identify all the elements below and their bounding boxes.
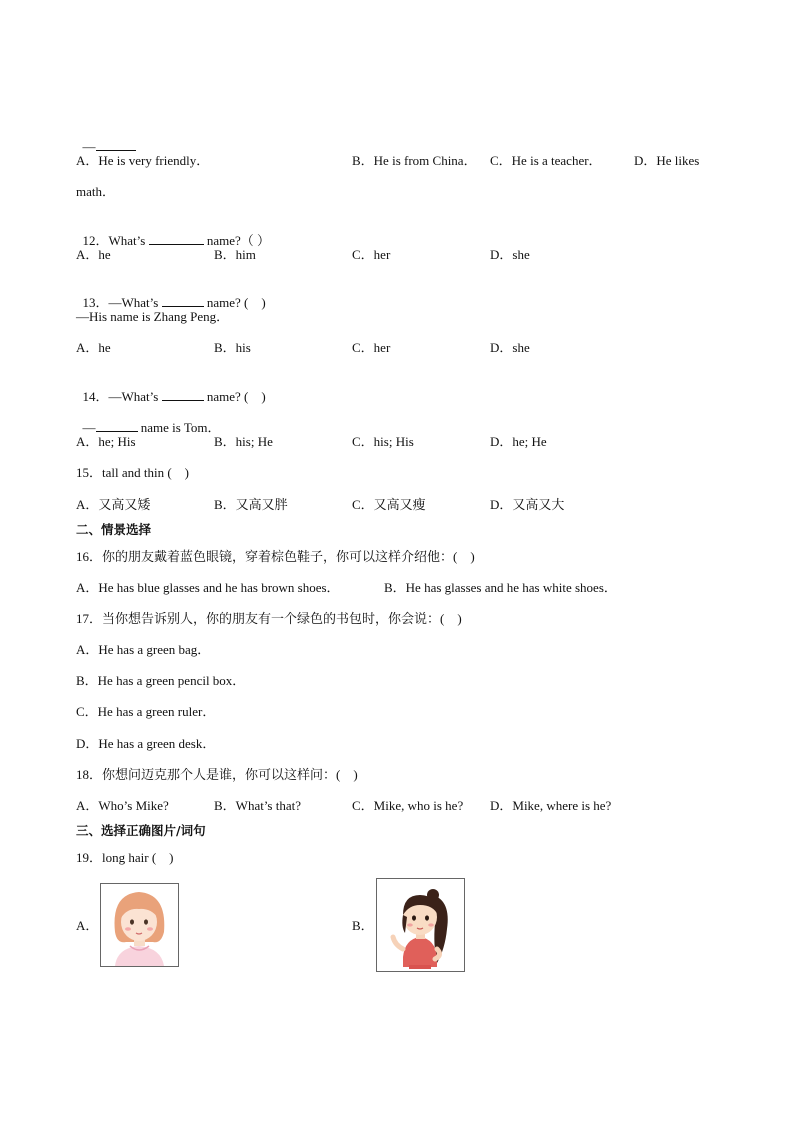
q12-option-d: D．she [490, 247, 530, 262]
q17-option-c: C．He has a green ruler． [76, 704, 216, 719]
q13-option-d: D．she [490, 340, 530, 355]
q12-option-a: A．he [76, 247, 111, 262]
answer-blank [96, 138, 136, 151]
q15-question: 15．tall and thin ( ) [76, 465, 190, 480]
q14-text-post: name? ( ) [206, 389, 266, 404]
long-hair-girl-illustration [377, 879, 464, 971]
answer-blank [149, 232, 204, 245]
q13-option-c: C．her [352, 340, 391, 355]
q15-option-d: D．又高又大 [490, 497, 565, 512]
q14-question [76, 372, 266, 405]
q13-text-pre: 13．—What’s [82, 295, 159, 310]
q17-option-d: D．He has a green desk． [76, 736, 216, 751]
q11-option-b: B．He is from China． [352, 153, 477, 168]
q12-question [76, 216, 270, 249]
q12-option-c: C．her [352, 247, 391, 262]
q13-question [76, 278, 266, 311]
q12-text-pre: 12．What’s [82, 233, 146, 248]
q15-option-a: A．又高又矮 [76, 497, 151, 512]
q11-option-d: D．He likes [634, 153, 700, 168]
q12-option-b: B．him [214, 247, 256, 262]
q18-option-a: A．Who’s Mike? [76, 798, 169, 813]
section-heading-3: 三、选择正确图片/词句 [76, 823, 206, 838]
q17-option-a: A．He has a green bag． [76, 642, 211, 657]
q16-option-b: B．He has glasses and he has white shoes． [384, 580, 617, 595]
q14-option-a: A．he; His [76, 434, 136, 449]
q19-option-b-label: B． [352, 918, 374, 933]
short-hair-girl-illustration [101, 884, 178, 966]
q14-option-c: C．his; His [352, 434, 414, 449]
q14-answer [76, 403, 220, 436]
q19-question: 19．long hair ( ) [76, 850, 174, 865]
q18-option-c: C．Mike, who is he? [352, 798, 464, 813]
q18-question: 18．你想问迈克那个人是谁，你可以这样问：( ) [76, 767, 358, 782]
q11-option-c: C．He is a teacher． [490, 153, 602, 168]
q16-option-a: A．He has blue glasses and he has brown shoes． [76, 580, 340, 595]
q15-option-c: C．又高又瘦 [352, 497, 426, 512]
q11-option-d-continued: math． [76, 184, 115, 199]
q13-option-b: B．his [214, 340, 251, 355]
answer-blank [96, 419, 138, 432]
q14-option-d: D．he; He [490, 434, 547, 449]
q13-option-a: A．he [76, 340, 111, 355]
answer-blank [162, 294, 204, 307]
answer-blank [162, 388, 204, 401]
q16-question: 16．你的朋友戴着蓝色眼镜，穿着棕色鞋子，你可以这样介绍他：( ) [76, 549, 475, 564]
q14-answer-post: name is Tom． [140, 420, 221, 435]
q14-text-pre: 14．—What’s [82, 389, 159, 404]
q14-answer-pre: — [82, 420, 96, 435]
q17-question: 17．当你想告诉别人，你的朋友有一个绿色的书包时，你会说：( ) [76, 611, 462, 626]
q13-text-post: name? ( ) [206, 295, 266, 310]
q11-answer-line [76, 122, 136, 155]
q19-option-a-label: A． [76, 918, 99, 933]
dash: — [82, 139, 96, 154]
short-hair-girl-picture[interactable] [100, 883, 179, 967]
q17-option-b: B．He has a green pencil box． [76, 673, 246, 688]
q12-text-post: name?（ ） [206, 233, 271, 248]
q18-option-b: B．What’s that? [214, 798, 302, 813]
q11-option-a: A．He is very friendly． [76, 153, 210, 168]
q18-option-d: D．Mike, where is he? [490, 798, 612, 813]
section-heading-2: 二、情景选择 [76, 522, 152, 537]
q14-option-b: B．his; He [214, 434, 273, 449]
q15-option-b: B．又高又胖 [214, 497, 288, 512]
long-hair-girl-picture[interactable] [376, 878, 465, 972]
q13-answer: —His name is Zhang Peng． [76, 309, 230, 324]
